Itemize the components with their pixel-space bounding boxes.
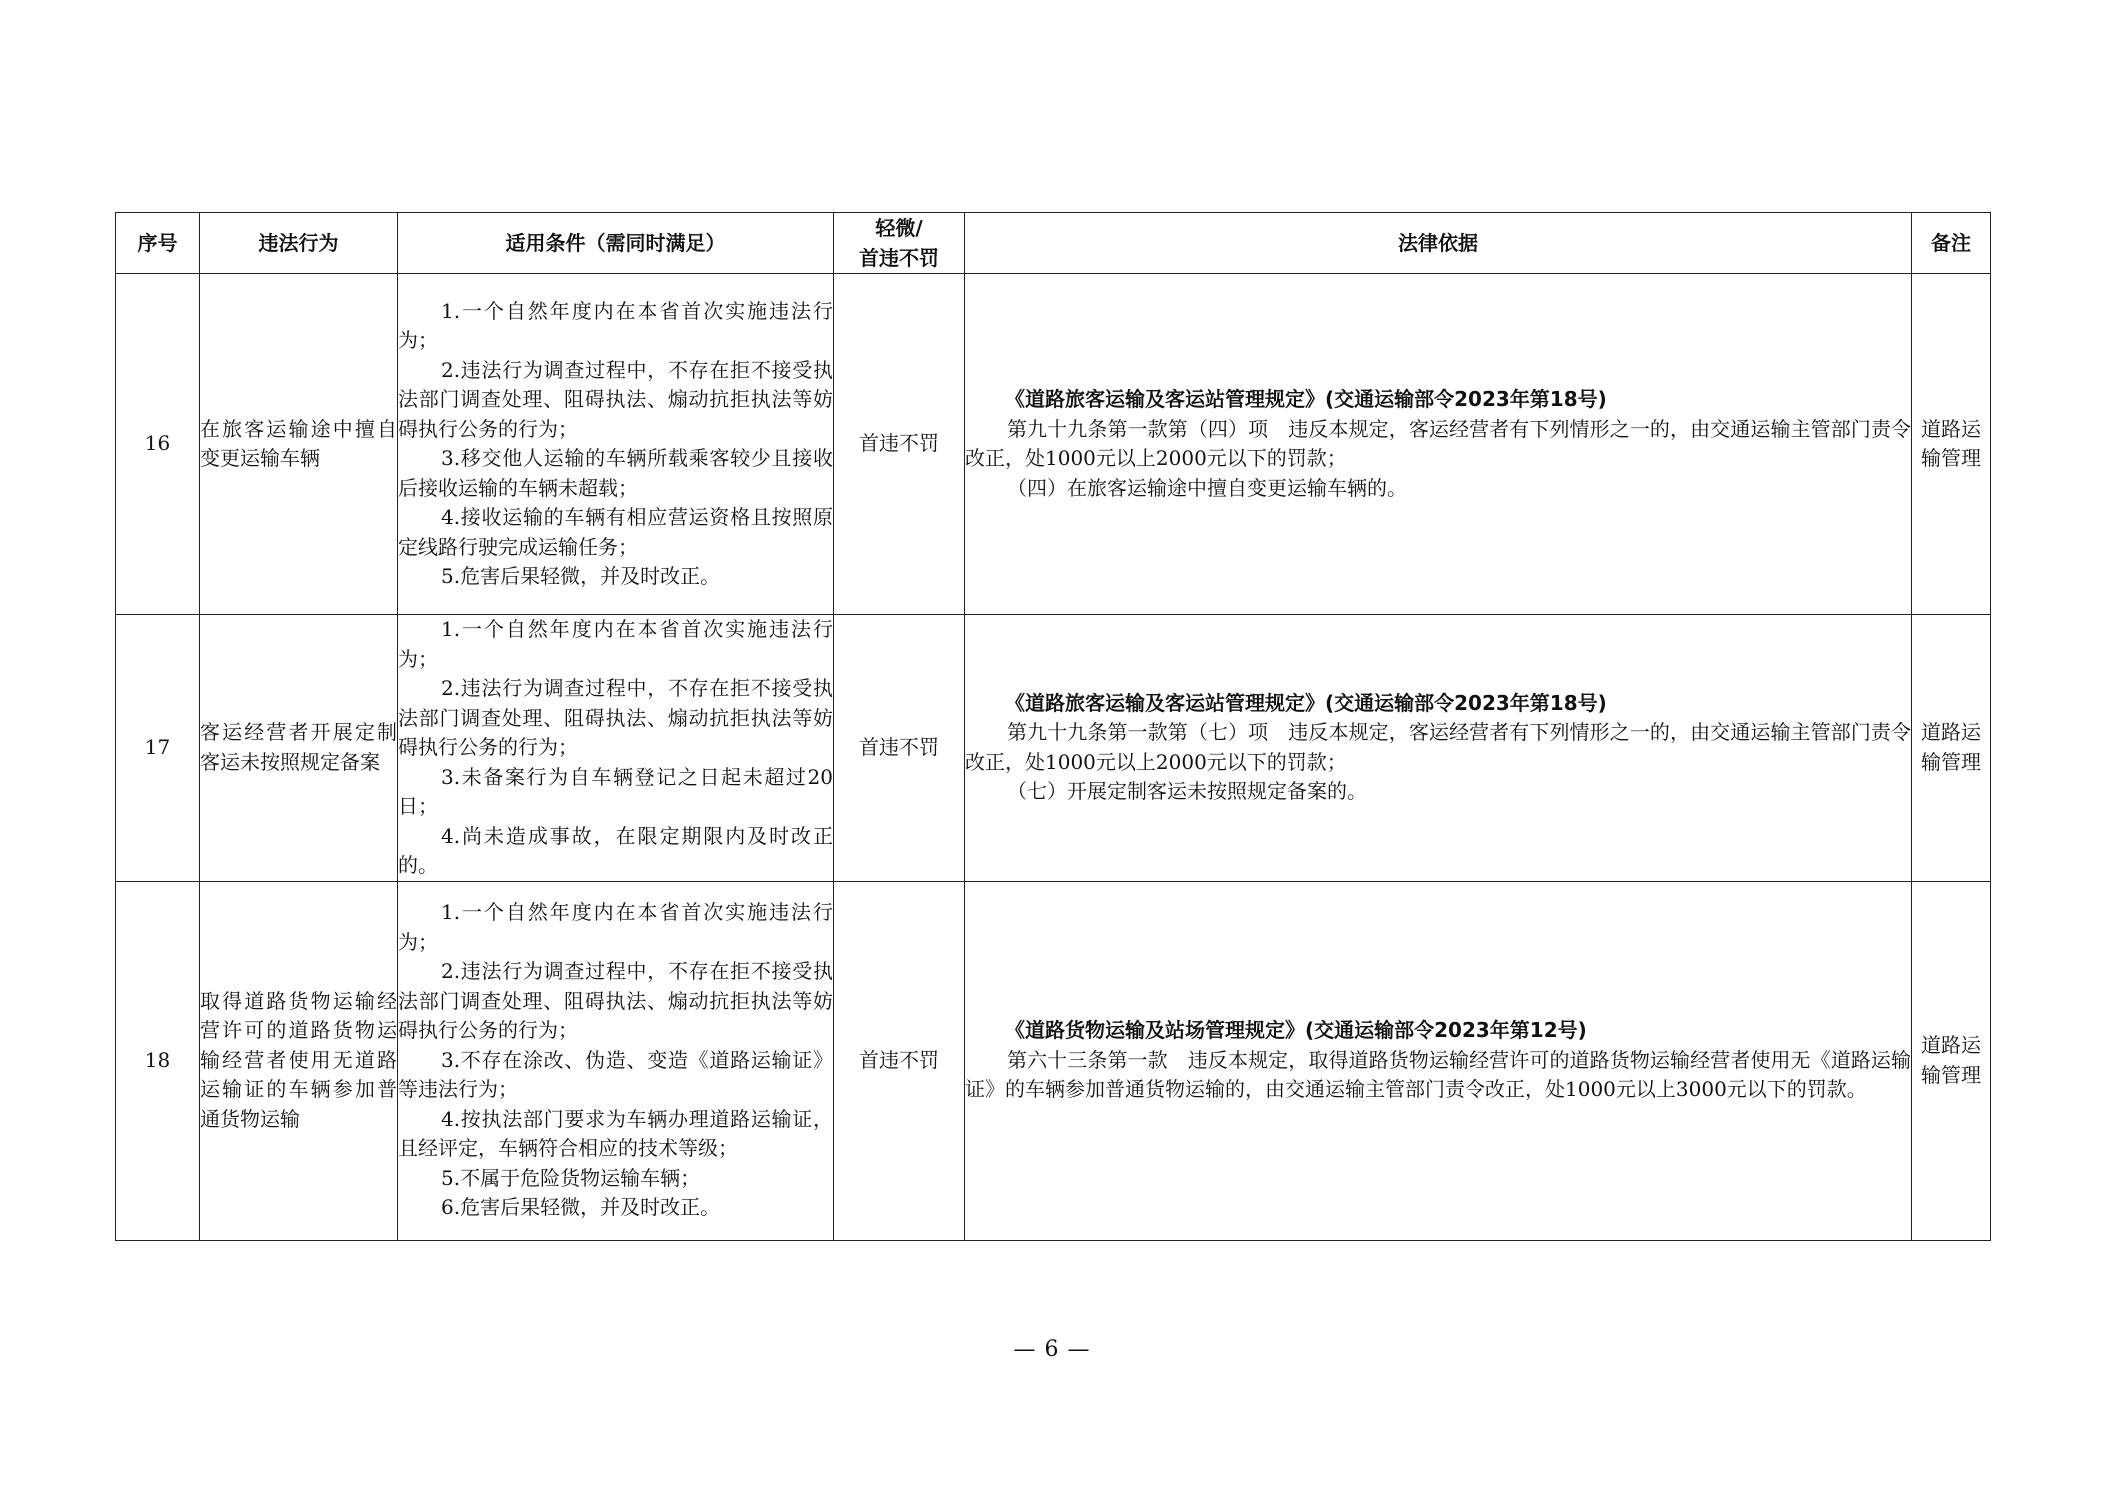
condition-item: 1.一个自然年度内在本省首次实施违法行为； [398,298,833,352]
condition-item: 2.违法行为调查过程中，不存在拒不接受执法部门调查处理、阻碍执法、煽动抗拒执法等妨碍执行公务的行为； [398,959,833,1043]
header-act: 违法行为 [200,213,398,274]
row-conditions [398,615,834,882]
row-note: 道路运输管理 [1912,274,1991,615]
basis-document-title: 《道路货物运输及站场管理规定》(交通运输部令2023年第12号) [1005,1018,1587,1043]
condition-item: 5.危害后果轻微，并及时改正。 [441,564,721,588]
condition-item: 2.违法行为调查过程中，不存在拒不接受执法部门调查处理、阻碍执法、煽动抗拒执法等妨碍执行公务的行为； [398,357,833,441]
row-penalty: 首违不罚 [834,881,965,1240]
condition-item: 4.尚未造成事故，在限定期限内及时改正的。 [398,823,833,877]
row-act: 客运经营者开展定制客运未按照规定备案 [200,615,398,882]
basis-paragraph: 第六十三条第一款 违反本规定，取得道路货物运输经营许可的道路货物运输经营者使用无《道路运输证》的车辆参加普通货物运输的，由交通运输主管部门责令改正，处1000元以上3000元以下的罚款。 [965,1047,1911,1102]
condition-item: 3.未备案行为自车辆登记之日起未超过20日； [398,764,833,818]
basis-paragraph: 第九十九条第一款第（四）项 违反本规定，客运经营者有下列情形之一的，由交通运输主管部门责令改正，处1000元以上2000元以下的罚款； [965,416,1911,470]
header-note: 备注 [1912,213,1991,274]
condition-item: 2.违法行为调查过程中，不存在拒不接受执法部门调查处理、阻碍执法、煽动抗拒执法等妨碍执行公务的行为； [398,676,833,759]
table-row [116,615,1991,882]
row-conditions [398,881,834,1240]
penalty-table [115,212,1991,1241]
table-row [116,274,1991,615]
condition-item: 1.一个自然年度内在本省首次实施违法行为； [398,900,833,954]
row-basis [965,615,1912,882]
row-basis [965,274,1912,615]
table-row [116,881,1991,1240]
condition-item: 3.移交他人运输的车辆所载乘客较少且接收后接收运输的车辆未超载； [398,446,833,500]
row-act: 在旅客运输途中擅自变更运输车辆 [200,274,398,615]
row-basis [965,881,1912,1240]
basis-document-title: 《道路旅客运输及客运站管理规定》(交通运输部令2023年第18号) [1005,690,1607,715]
condition-item: 4.接收运输的车辆有相应营运资格且按照原定线路行驶完成运输任务； [398,505,833,559]
header-basis: 法律依据 [965,213,1912,274]
row-note: 道路运输管理 [1912,881,1991,1240]
header-penalty-line2: 首违不罚 [859,246,939,270]
condition-item: 4.按执法部门要求为车辆办理道路运输证，且经评定，车辆符合相应的技术等级； [398,1106,833,1161]
header-penalty [834,213,965,274]
row-conditions [398,274,834,615]
basis-paragraph: 第九十九条第一款第（七）项 违反本规定，客运经营者有下列情形之一的，由交通运输主管部门责令改正，处1000元以上2000元以下的罚款； [965,720,1911,774]
basis-paragraph: （四）在旅客运输途中擅自变更运输车辆的。 [1007,475,1407,500]
condition-item: 5.不属于危险货物运输车辆； [441,1165,701,1190]
row-index: 18 [116,881,200,1240]
row-index: 16 [116,274,200,615]
condition-item: 3.不存在涂改、伪造、变造《道路运输证》等违法行为； [398,1047,833,1102]
row-penalty: 首违不罚 [834,615,965,882]
basis-document-title: 《道路旅客运输及客运站管理规定》(交通运输部令2023年第18号) [1005,387,1607,411]
header-index: 序号 [116,213,200,274]
row-index: 17 [116,615,200,882]
row-act: 取得道路货物运输经营许可的道路货物运输经营者使用无道路运输证的车辆参加普通货物运输 [200,881,398,1240]
row-note: 道路运输管理 [1912,615,1991,882]
basis-paragraph: （七）开展定制客运未按照规定备案的。 [1007,779,1367,804]
header-conditions: 适用条件（需同时满足） [398,213,834,274]
header-penalty-line1: 轻微/ [875,216,923,240]
condition-item: 1.一个自然年度内在本省首次实施违法行为； [398,617,833,671]
row-penalty: 首违不罚 [834,274,965,615]
table-header-row [116,213,1991,274]
page-number: — 6 — [1013,1337,1091,1362]
condition-item: 6.危害后果轻微，并及时改正。 [441,1195,721,1220]
